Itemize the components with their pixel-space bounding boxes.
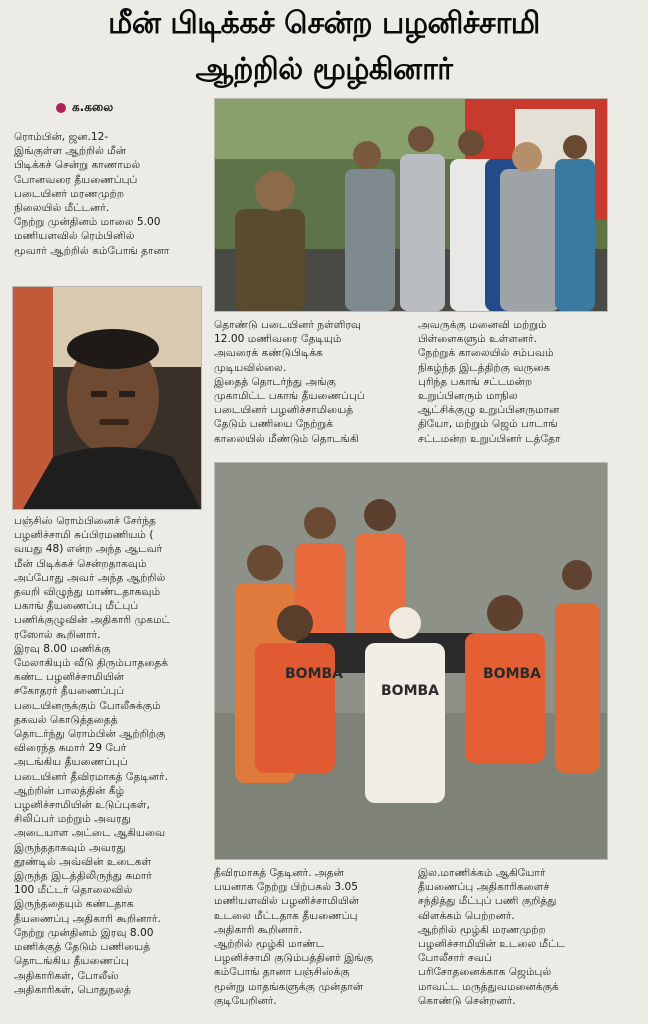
article-column-left-mid: பஞ்சிஸ் ரொம்பினைச் சேர்ந்த பழனிச்சாமி சுப்பிரமணியம் ( வயது 48) என்ற அந்த ஆடவர் மீன் பிடிக்கச் சென்றதாகவும் அப்போது அவர் அந்த ஆற்றில் தவறி விழுந்து மாண்டதாகவும் பகாங் தீயணைப்பு மீட்புப் பணிக்குழுவின் அதிகாரி முகமட் ரஸோல் கூறினார். இரவு 8.00 மணிக்கு மேலாகியும் வீடு திரும்பாததைக் கண்ட பழனிச்சாமியின் சகோதரர் தீயணைப்புப் படையினருக்கும் போலீசுக்கும் தகவல் கொடுத்ததைத் தொடர்ந்து ரொம்பின் ஆற்றிற்கு விரைந்த சுமார் 29 பேர் அடங்கிய தீயணைப்புப் படையினர் தீவிரமாகத் தேடினர். ஆற்றின் பாலத்தின் கீழ் பழனிச்சாமியின் உடுப்புகள், சிலிப்பர் மற்றும் அவரது அடையாள அட்டை ஆகியவை இருந்ததாகவும் அவரது தூண்டில் அவ்வின் உடைகள் இருந்த இடத்திலிருந்து சுமார் 100 மீட்டர் தொலைவில் இருந்ததையும் கண்டதாக தீயணைப்பு அதிகாரி கூறினார். நேற்று முன்தினம் இரவு 8.00 மணிக்குத் தேடும் பணியைத் தொடங்கிய தீயணைப்பு அதிகாரிகள், போலீஸ் அதிகாரிகள், பொதுநலத் [14,515,171,996]
officials-riverbank-photo [214,98,608,312]
bomba-label-2: BOMBA [381,683,440,699]
rescue-team-river-photo [214,462,608,860]
article-column-mid-top: தொண்டு படையினர் நள்ளிரவு 12.00 மணிவரை தேடியும் அவரைக் கண்டுபிடிக்க முடியவில்லை. இதைத் தொடர்ந்து அங்கு முகாமிட்ட பகாங் தீயணைப்புப் படையினர் பழனிச்சாமியைத் தேடும் பணியை நேற்றுக் காலையில் மீண்டும் தொடங்கி [214,319,365,445]
victim-portrait-photo [12,286,202,510]
byline-author: க.கலை [72,100,114,114]
article-column-left-top: ரொம்பின், ஜன.12- இங்குள்ள ஆற்றில் மீன் பிடிக்கச் சென்று காணாமல் போனவரை தீயணைப்புப் படையினர் மரணமுற்ற நிலையில் மீட்டனர். நேற்று முன்தினம் மாலை 5.00 மணியளவில் ரெம்பினில் மூவார் ஆற்றில் கம்போங் தானா [14,131,170,257]
headline-line-1: மீன் பிடிக்கச் சென்ற பழனிச்சாமி [108,6,540,41]
bomba-label-1: BOMBA [285,666,344,682]
article-column-right-bottom: இல.மாணிக்கம் ஆகியோர் தீயணைப்பு அதிகாரிகளைச் சந்தித்து மீட்புப் பணி குறித்து விளக்கம் பெற்றனர். ஆற்றில் மூழ்கி மரணமுற்ற பழனிச்சாமியின் உடலை மீட்ட போலீசார் சவப் பரிசோதனைக்காக ஜெம்புல் மாவட்ட மருத்துவமனைக்குக் கொண்டு சென்றனர். [418,867,565,1007]
article-column-mid-bottom: தீவிரமாகத் தேடினர். அதன் பயனாக நேற்று பிற்பகல் 3.05 மணியளவில் பழனிச்சாமியின் உடலை மீட்டதாக தீயணைப்பு அதிகாரி கூறினார். ஆற்றில் மூழ்கி மாண்ட பழனிச்சாமி குடும்பத்தினர் இங்கு கம்போங் தானா பஞ்சிஸ்க்கு மூன்று மாதங்களுக்கு முன்தான் குடியேறினர். [214,867,374,1007]
byline-bullet-icon [56,103,66,113]
headline-line-2: ஆற்றில் மூழ்கினார் [195,52,453,87]
headline [0,0,648,96]
byline [56,100,113,116]
bomba-label-3: BOMBA [483,666,542,682]
article-column-right-top: அவருக்கு மனைவி மற்றும் பிள்ளைகளும் உள்ளனர். நேற்றுக் காலையில் சம்பவம் நிகழ்ந்த இடத்திற்கு வருகை புரிந்த பகாங் சட்டமன்ற உறுப்பினரும் மாநில ஆட்சிக்குழு உறுப்பினருமான தியோ, மற்றும் ஜெம் பாடாங் சட்டமன்ற உறுப்பினர் டத்தோ [418,319,561,445]
